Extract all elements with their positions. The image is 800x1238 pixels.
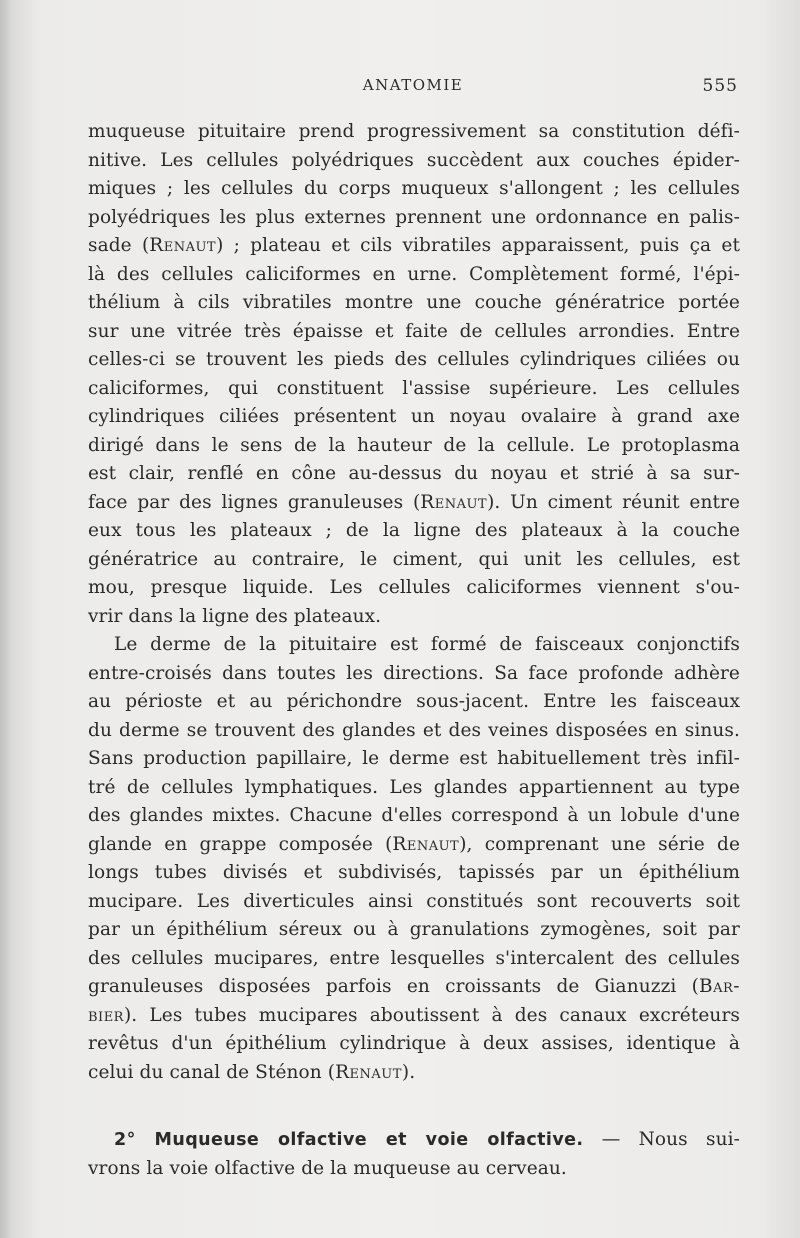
text-line: face par des lignes granuleuses (Renaut). Un ciment réunit entre	[88, 491, 740, 513]
text-line: cylindriques ciliées présentent un noyau ovalaire à grand axe	[88, 406, 740, 427]
author-citation: Renaut	[392, 833, 460, 855]
page-number: 555	[702, 76, 738, 96]
text-line: du derme se trouvent des glandes et des veines disposées en sinus.	[88, 719, 740, 741]
text-line: est clair, renflé en cône au-dessus du noyau et strié à sa sur-	[88, 463, 740, 484]
author-citation: bier	[88, 1004, 124, 1026]
paragraph	[88, 1126, 740, 1183]
running-title: ANATOMIE	[362, 76, 464, 94]
text-line: celles-ci se trouvent les pieds des cellules cylindriques ciliées ou	[88, 349, 740, 370]
text-line: entre-croisés dans toutes les directions. Sa face profonde adhère	[88, 662, 740, 684]
text-line: dirigé dans le sens de la hauteur de la cellule. Le protoplasma	[88, 434, 740, 456]
text-line: polyédriques les plus externes prennent une ordonnance en palis-	[88, 206, 740, 228]
body-text	[88, 118, 740, 1183]
text-line: sur une vitrée très épaisse et faite de cellules arrondies. Entre	[88, 320, 740, 342]
text-line: revêtus d'un épithélium cylindrique à deux assises, identique à	[88, 1033, 740, 1054]
text-line: mucipare. Les diverticules ainsi constitués sont recouverts soit	[88, 890, 740, 912]
text-line: vrir dans la ligne des plateaux.	[88, 605, 382, 627]
section-heading: 2° Muqueuse olfactive et voie olfactive.	[114, 1130, 584, 1150]
paragraph	[88, 118, 740, 631]
text-line: au périoste et au périchondre sous-jacent. Entre les faisceaux	[88, 691, 740, 712]
text-line: génératrice au contraire, le ciment, qui unit les cellules, est	[88, 548, 740, 570]
text-line: glande en grappe composée (Renaut), comprenant une série de	[88, 833, 740, 855]
text-line: des cellules mucipares, entre lesquelles s'intercalent des cellules	[88, 947, 740, 969]
text-line: granuleuses disposées parfois en croissants de Gianuzzi (Bar-	[88, 976, 740, 997]
text-line: mou, presque liquide. Les cellules caliciformes viennent s'ou-	[88, 577, 740, 598]
text-line: nitive. Les cellules polyédriques succèdent aux couches épider-	[88, 149, 740, 171]
author-citation: Renaut	[420, 491, 488, 513]
text-line: eux tous les plateaux ; de la ligne des plateaux à la couche	[88, 520, 740, 541]
text-line: longs tubes divisés et subdivisés, tapissés par un épithélium	[88, 862, 740, 883]
page-edge-shadow	[0, 0, 12, 1238]
author-citation: Renaut	[335, 1061, 402, 1083]
text-line: bier). Les tubes mucipares aboutissent à des canaux excréteurs	[88, 1004, 740, 1026]
text-line: là des cellules caliciformes en urne. Complètement formé, l'épi-	[88, 263, 740, 285]
text-line: celui du canal de Sténon (Renaut).	[88, 1061, 416, 1083]
text-line: tré de cellules lymphatiques. Les glandes appartiennent au type	[88, 776, 740, 798]
section-gap	[88, 1087, 740, 1126]
running-header	[88, 76, 738, 100]
text-line: miques ; les cellules du corps muqueux s'allongent ; les cellules	[88, 178, 740, 199]
text-line: caliciformes, qui constituent l'assise supérieure. Les cellules	[88, 377, 740, 399]
text-line: thélium à cils vibratiles montre une couche génératrice portée	[88, 292, 740, 313]
text-line: sade (Renaut) ; plateau et cils vibratiles apparaissent, puis ça et	[88, 235, 740, 256]
text-line: Le derme de la pituitaire est formé de faisceaux conjonctifs	[114, 634, 740, 655]
text-line: 2° Muqueuse olfactive et voie olfactive. — Nous sui-	[114, 1129, 740, 1150]
text-line: des glandes mixtes. Chacune d'elles correspond à un lobule d'une	[88, 805, 740, 826]
text-line: par un épithélium séreux ou à granulations zymogènes, soit par	[88, 919, 740, 940]
author-citation: Renaut	[149, 235, 217, 256]
text-line: Sans production papillaire, le derme est habituellement très infil-	[88, 748, 740, 769]
text-line: muqueuse pituitaire prend progressivement sa constitution défi-	[88, 121, 740, 142]
author-citation: Bar-	[698, 976, 740, 997]
paragraph	[88, 631, 740, 1087]
text-line: vrons la voie olfactive de la muqueuse au cerveau.	[88, 1157, 567, 1179]
